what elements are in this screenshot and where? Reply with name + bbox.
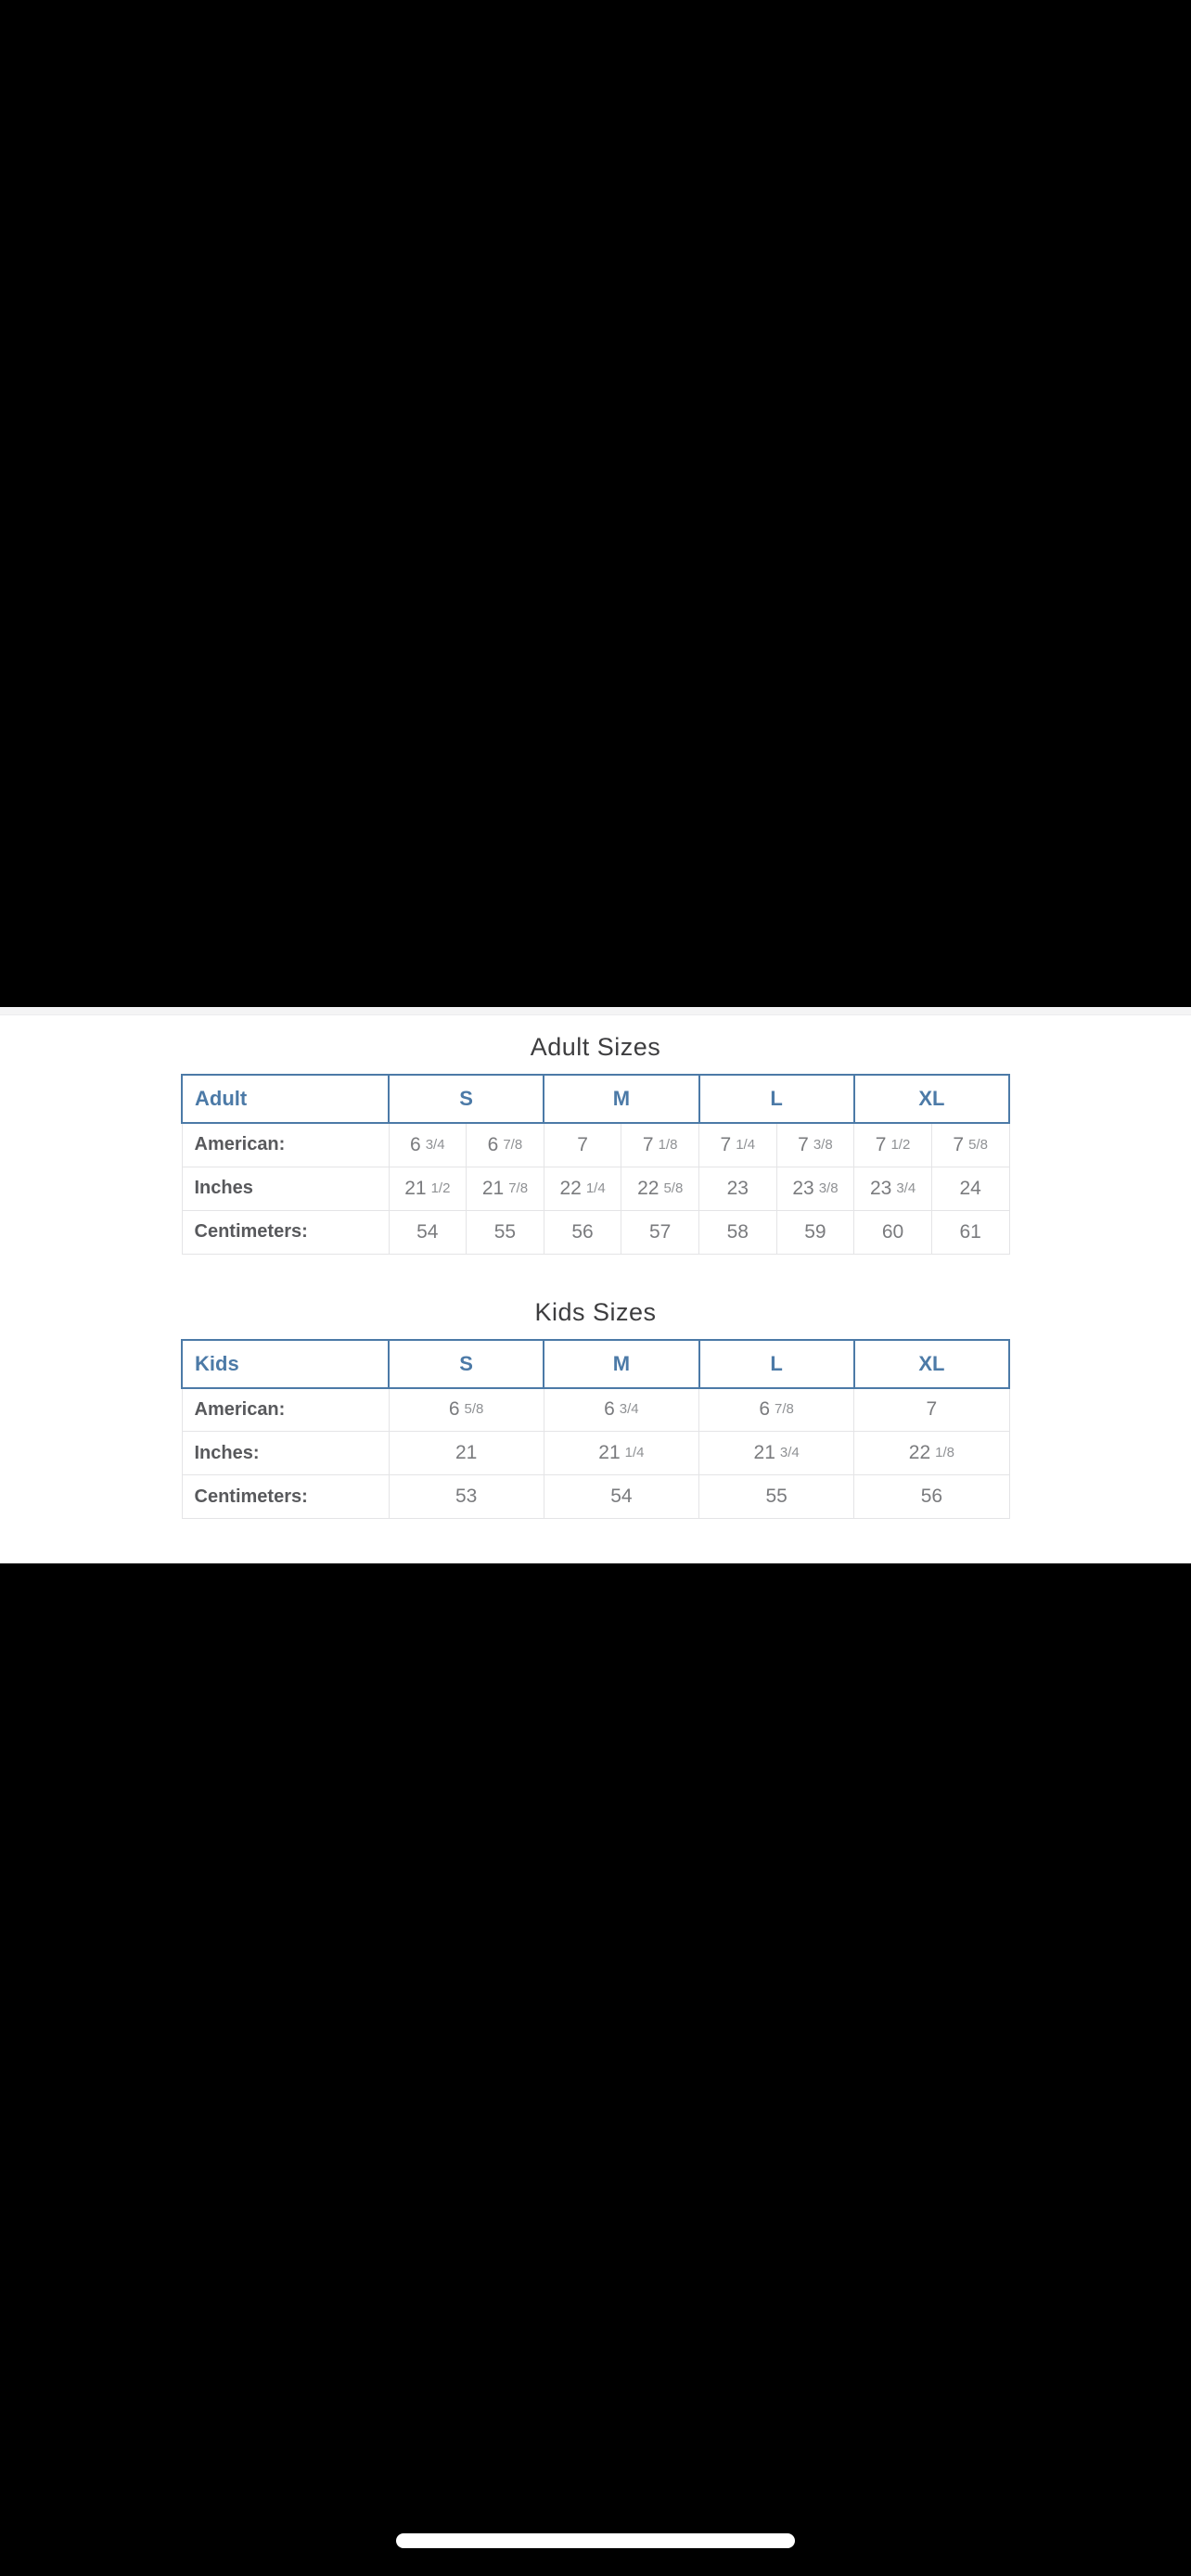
size-number: 61	[959, 1220, 981, 1243]
size-value-cell	[544, 1167, 621, 1210]
home-indicator[interactable]	[396, 2533, 795, 2548]
adult-size-table	[181, 1074, 1010, 1255]
size-value-cell	[854, 1210, 932, 1254]
kids-header-label-cell: Kids	[182, 1340, 389, 1388]
size-value-cell	[621, 1123, 699, 1167]
size-fraction: 1/8	[658, 1136, 678, 1153]
size-value-cell	[467, 1210, 544, 1254]
table-row	[182, 1432, 1009, 1475]
size-value-cell	[467, 1123, 544, 1167]
size-value-cell	[776, 1210, 854, 1254]
size-number: 6	[759, 1398, 771, 1421]
size-number: 54	[416, 1220, 439, 1243]
size-fraction: 1/4	[624, 1445, 645, 1460]
size-value-cell	[854, 1123, 932, 1167]
size-number: 59	[804, 1220, 826, 1243]
size-value-cell	[854, 1167, 932, 1210]
size-value-cell	[699, 1432, 854, 1475]
row-label-cell: Centimeters:	[182, 1210, 389, 1254]
size-number: 56	[920, 1486, 943, 1507]
size-number: 58	[726, 1220, 749, 1243]
size-group-header: M	[544, 1340, 698, 1388]
size-value-cell	[931, 1210, 1009, 1254]
size-number: 55	[493, 1220, 517, 1243]
size-group-header: S	[389, 1340, 544, 1388]
size-group-header: XL	[854, 1340, 1009, 1388]
kids-section-title: Kids Sizes	[534, 1297, 657, 1326]
size-number: 56	[571, 1220, 594, 1243]
size-value-cell	[544, 1123, 621, 1167]
size-number: 6	[487, 1133, 499, 1155]
size-fraction: 1/4	[736, 1136, 756, 1153]
size-value-cell	[699, 1388, 854, 1432]
size-value-cell	[854, 1388, 1009, 1432]
size-value-cell	[389, 1432, 544, 1475]
size-value-cell	[544, 1388, 698, 1432]
size-value-cell	[621, 1167, 699, 1210]
size-value-cell	[389, 1210, 467, 1254]
table-row	[182, 1210, 1009, 1254]
size-value-cell	[931, 1123, 1009, 1167]
size-fraction: 3/4	[896, 1180, 916, 1196]
size-number: 23	[792, 1177, 814, 1199]
kids-header-row	[182, 1340, 1009, 1388]
size-fraction: 7/8	[508, 1180, 529, 1196]
size-value-cell	[544, 1475, 698, 1519]
table-row	[182, 1123, 1009, 1167]
size-fraction: 3/8	[813, 1136, 833, 1153]
size-number: 23	[869, 1177, 892, 1199]
sheet-top-divider	[0, 1007, 1191, 1015]
adult-header-label-cell: Adult	[182, 1075, 389, 1123]
size-fraction: 1/4	[585, 1180, 606, 1196]
size-fraction: 3/8	[818, 1180, 839, 1196]
size-value-cell	[854, 1432, 1009, 1475]
size-value-cell	[699, 1210, 777, 1254]
size-value-cell	[389, 1475, 544, 1519]
adult-section-title: Adult Sizes	[530, 1033, 661, 1061]
size-number: 21	[753, 1442, 775, 1463]
size-fraction: 7/8	[775, 1401, 794, 1418]
size-number: 54	[610, 1486, 633, 1507]
size-fraction: 5/8	[464, 1401, 484, 1418]
size-number: 23	[726, 1177, 749, 1199]
size-value-cell	[544, 1432, 698, 1475]
size-number: 7	[798, 1133, 809, 1155]
size-number: 53	[455, 1486, 478, 1507]
size-value-cell	[544, 1210, 621, 1254]
size-value-cell	[776, 1167, 854, 1210]
size-value-cell	[776, 1123, 854, 1167]
size-value-cell	[699, 1123, 777, 1167]
size-value-cell	[389, 1167, 467, 1210]
size-fraction: 3/4	[779, 1445, 800, 1460]
size-fraction: 5/8	[968, 1136, 988, 1153]
size-fraction: 1/8	[935, 1445, 954, 1460]
size-number: 6	[410, 1133, 421, 1155]
size-number: 22	[559, 1177, 582, 1199]
size-group-header: XL	[854, 1075, 1009, 1123]
size-number: 7	[875, 1133, 887, 1155]
size-value-cell	[699, 1475, 854, 1519]
size-number: 7	[953, 1133, 965, 1155]
size-value-cell	[389, 1123, 467, 1167]
size-number: 24	[959, 1177, 981, 1199]
size-group-header: L	[699, 1340, 854, 1388]
size-number: 7	[720, 1133, 732, 1155]
row-label-cell: Inches	[182, 1167, 389, 1210]
size-value-cell	[389, 1388, 544, 1432]
row-label-cell: American:	[182, 1388, 389, 1432]
row-label-cell: Inches:	[182, 1432, 389, 1475]
size-fraction: 1/2	[430, 1180, 451, 1196]
size-value-cell	[621, 1210, 699, 1254]
size-group-header: S	[389, 1075, 544, 1123]
size-number: 55	[765, 1486, 788, 1507]
size-value-cell	[699, 1167, 777, 1210]
size-number: 7	[577, 1133, 588, 1155]
size-number: 22	[908, 1442, 931, 1463]
size-group-header: M	[544, 1075, 698, 1123]
size-value-cell	[854, 1475, 1009, 1519]
size-number: 22	[637, 1177, 660, 1199]
size-number: 6	[448, 1398, 460, 1421]
size-fraction: 1/2	[890, 1136, 911, 1153]
size-number: 60	[881, 1220, 904, 1243]
table-row	[182, 1475, 1009, 1519]
size-number: 21	[481, 1177, 505, 1199]
table-row	[182, 1388, 1009, 1432]
kids-size-table	[181, 1339, 1010, 1520]
size-number: 7	[926, 1398, 938, 1421]
size-value-cell	[931, 1167, 1009, 1210]
size-fraction: 5/8	[663, 1180, 684, 1196]
size-value-cell	[467, 1167, 544, 1210]
size-number: 57	[649, 1220, 672, 1243]
adult-header-row	[182, 1075, 1009, 1123]
size-group-header: L	[699, 1075, 854, 1123]
size-chart-sheet	[0, 1007, 1191, 1563]
size-number: 21	[598, 1442, 621, 1463]
size-fraction: 3/4	[619, 1401, 639, 1418]
size-fraction: 3/4	[425, 1136, 445, 1153]
size-number: 7	[642, 1133, 654, 1155]
size-number: 21	[404, 1177, 427, 1199]
size-number: 21	[455, 1442, 478, 1463]
size-number: 6	[604, 1398, 615, 1421]
table-row	[182, 1167, 1009, 1210]
row-label-cell: American:	[182, 1123, 389, 1167]
size-fraction: 7/8	[503, 1136, 523, 1153]
row-label-cell: Centimeters:	[182, 1475, 389, 1519]
